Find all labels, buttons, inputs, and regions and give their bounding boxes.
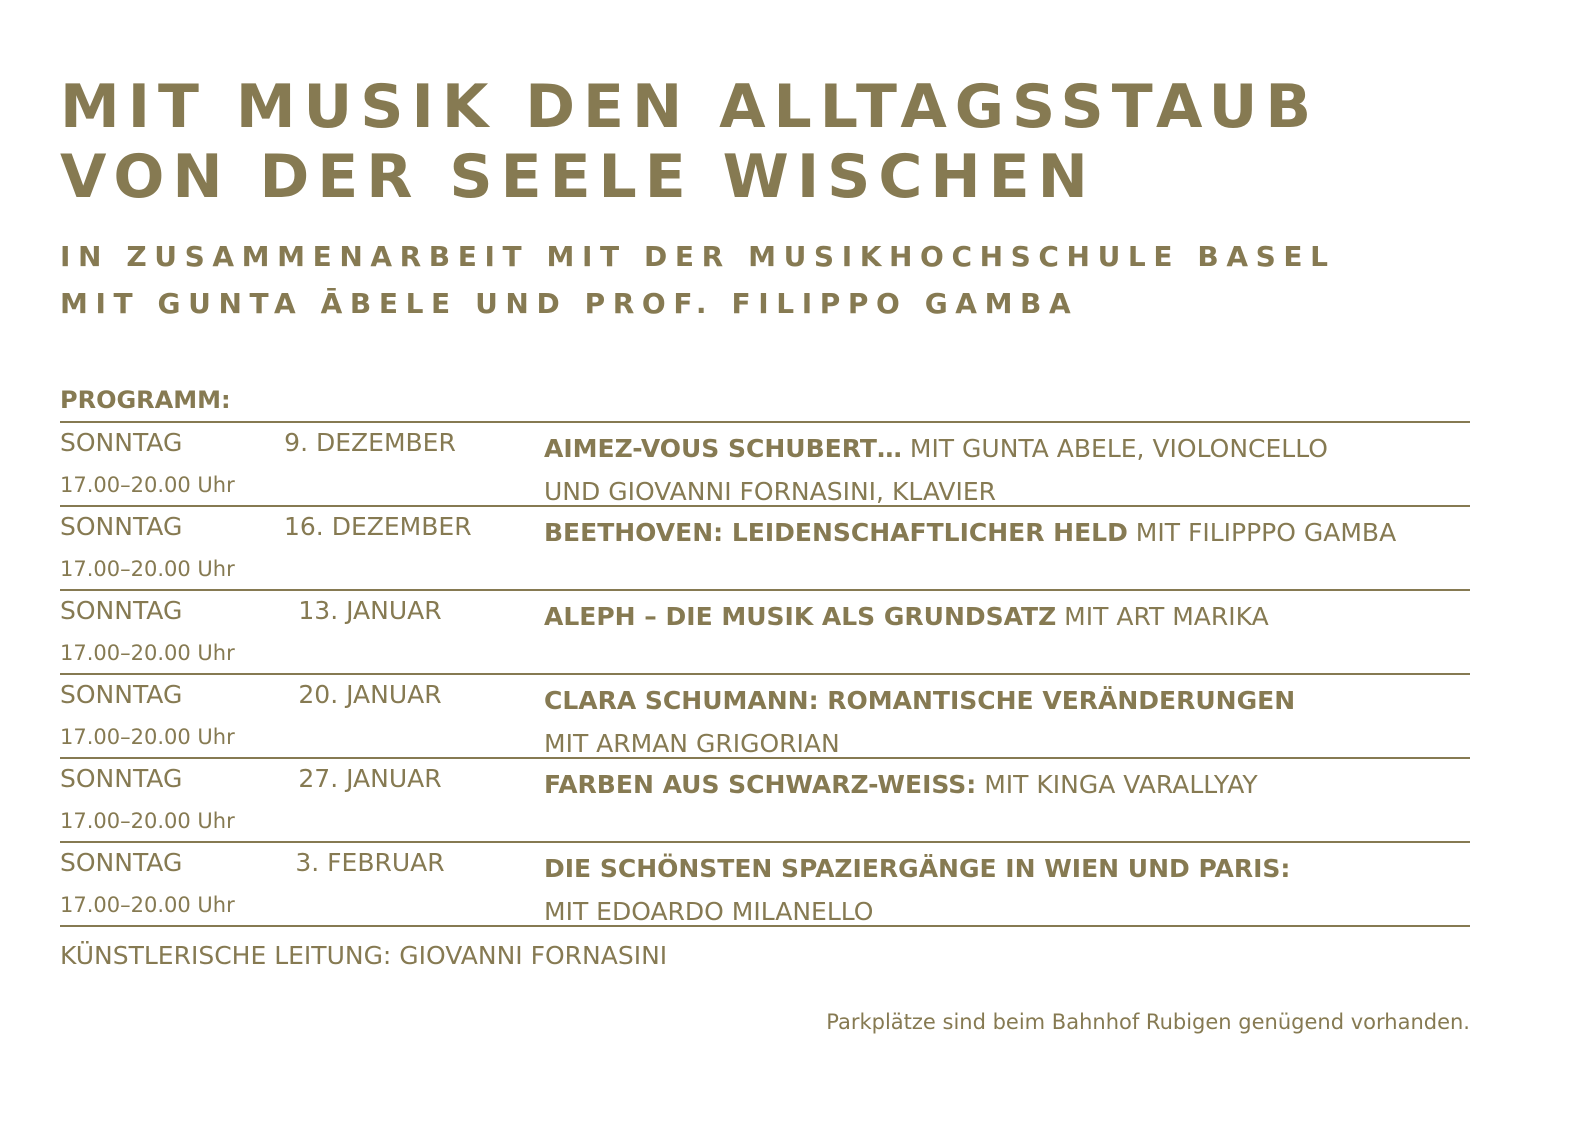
event-line-2: MIT EDOARDO MILANELLO xyxy=(544,897,874,926)
row-time: 17.00–20.00 Uhr xyxy=(60,557,235,581)
program-row xyxy=(60,423,1470,507)
row-day: SONNTAG xyxy=(60,512,183,541)
title-line-1: MIT MUSIK DEN ALLTAGSSTAUB xyxy=(60,72,1320,142)
row-time: 17.00–20.00 Uhr xyxy=(60,809,235,833)
row-day: SONNTAG xyxy=(60,596,183,625)
row-event xyxy=(544,427,1470,513)
event-line-1 xyxy=(544,595,1470,638)
event-line-2: UND GIOVANNI FORNASINI, KLAVIER xyxy=(544,477,996,506)
row-time: 17.00–20.00 Uhr xyxy=(60,641,235,665)
event-line-1 xyxy=(544,847,1470,890)
row-date: 27. JANUAR xyxy=(298,764,442,793)
row-date: 20. JANUAR xyxy=(298,680,442,709)
row-event xyxy=(544,763,1470,806)
event-performer: MIT ART MARIKA xyxy=(1056,602,1269,631)
event-title: AIMEZ-VOUS SCHUBERT… xyxy=(544,434,902,463)
event-title: DIE SCHÖNSTEN SPAZIERGÄNGE IN WIEN UND PARIS: xyxy=(544,854,1291,883)
page-title xyxy=(60,72,1319,212)
event-performer: MIT GUNTA ABELE, VIOLONCELLO xyxy=(901,434,1328,463)
event-line-1 xyxy=(544,427,1470,470)
program-row xyxy=(60,759,1470,843)
artistic-direction: KÜNSTLERISCHE LEITUNG: GIOVANNI FORNASINI xyxy=(60,941,668,970)
event-performer: MIT KINGA VARALLYAY xyxy=(976,770,1258,799)
event-title: ALEPH – DIE MUSIK ALS GRUNDSATZ xyxy=(544,602,1057,631)
event-line-1 xyxy=(544,511,1470,554)
event-title: BEETHOVEN: LEIDENSCHAFTLICHER HELD xyxy=(544,518,1128,547)
program-row xyxy=(60,507,1470,591)
page-subtitle xyxy=(60,233,1336,327)
title-line-2: VON DER SEELE WISCHEN xyxy=(60,142,1096,212)
subtitle-line-1: IN ZUSAMMENARBEIT MIT DER MUSIKHOCHSCHULE BASEL xyxy=(60,240,1336,273)
event-line-1 xyxy=(544,679,1470,722)
row-time: 17.00–20.00 Uhr xyxy=(60,473,235,497)
event-performer: MIT FILIPPPO GAMBA xyxy=(1127,518,1397,547)
event-line-1 xyxy=(544,763,1470,806)
program-row xyxy=(60,591,1470,675)
row-time: 17.00–20.00 Uhr xyxy=(60,893,235,917)
row-event xyxy=(544,511,1470,554)
row-date: 9. DEZEMBER xyxy=(284,428,456,457)
row-day: SONNTAG xyxy=(60,680,183,709)
program-row xyxy=(60,675,1470,759)
program-label: PROGRAMM: xyxy=(60,386,231,414)
row-event xyxy=(544,847,1470,933)
event-line-2: MIT ARMAN GRIGORIAN xyxy=(544,729,840,758)
event-title: CLARA SCHUMANN: ROMANTISCHE VERÄNDERUNGEN xyxy=(544,686,1296,715)
event-title: FARBEN AUS SCHWARZ-WEISS: xyxy=(544,770,977,799)
program-table xyxy=(60,421,1470,927)
row-day: SONNTAG xyxy=(60,848,183,877)
row-day: SONNTAG xyxy=(60,428,183,457)
row-date: 16. DEZEMBER xyxy=(284,512,472,541)
row-time: 17.00–20.00 Uhr xyxy=(60,725,235,749)
row-date: 13. JANUAR xyxy=(298,596,442,625)
subtitle-line-2: MIT GUNTA ĀBELE UND PROF. FILIPPO GAMBA xyxy=(60,287,1079,320)
row-date: 3. FEBRUAR xyxy=(295,848,445,877)
program-row xyxy=(60,843,1470,927)
row-day: SONNTAG xyxy=(60,764,183,793)
parking-note: Parkplätze sind beim Bahnhof Rubigen genügend vorhanden. xyxy=(826,1010,1470,1034)
row-event xyxy=(544,595,1470,638)
row-event xyxy=(544,679,1470,765)
